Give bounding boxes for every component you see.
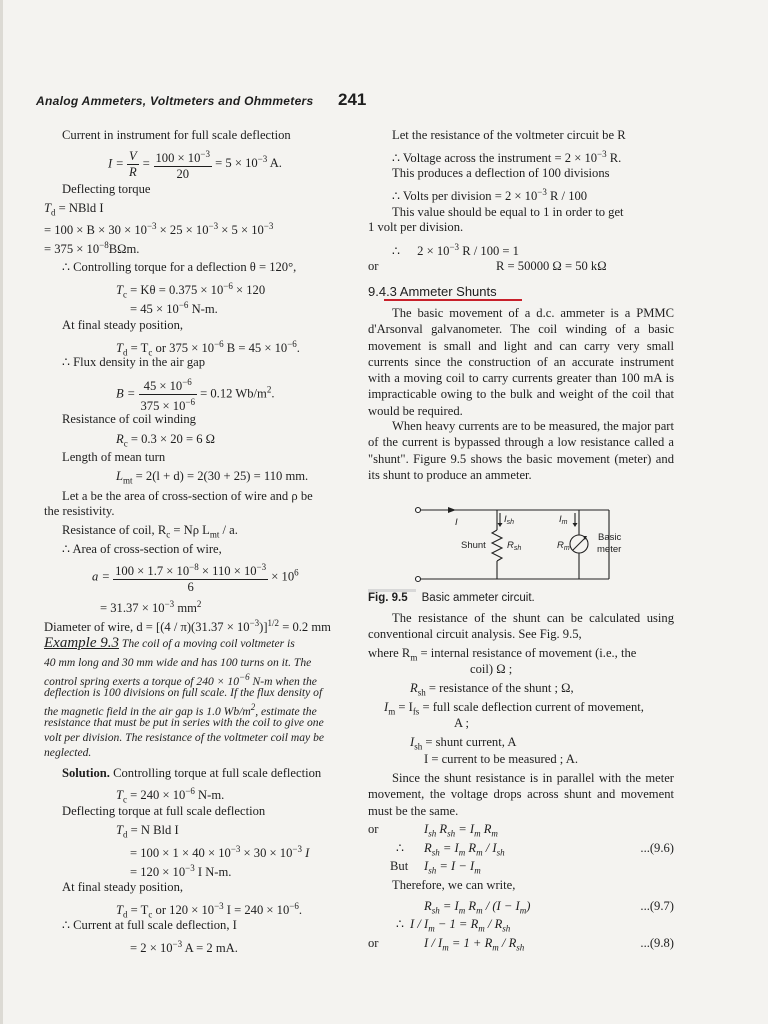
equation-current: I = $\frac{V}{R}$ = $\frac{100 \times 10^{-3}}{20}$ = $5 \times 10^{-3}$ A. — [108, 149, 282, 182]
text-line: ∴ Voltage across the instrument = $2 \times 10^{-3}$ R. — [392, 149, 622, 166]
text-line: 1 volt per division. — [368, 220, 464, 234]
shunt-resistor — [492, 530, 502, 561]
equation-line: = $120 \times 10^{-3}$ I N-m. — [130, 863, 232, 880]
paragraph: When heavy currents are to be measured, the major part of the current is bypassed through a low resistance called a "shunt". Figure 9.5 shows the basic movement (meter) and its shunt to produce an ammeter. — [368, 419, 674, 482]
figure-basic-ammeter-circuit — [412, 500, 642, 586]
equation-line: = $45 \times 10^{-6}$ N-m. — [130, 300, 218, 317]
equation-therefore: ∴ — [396, 841, 405, 855]
equation-line: = $375 \times 10^{-8}B\Omega m$. — [44, 240, 140, 257]
equation-line: $I / I_m - 1 = R_m / R_{sh}$ — [410, 917, 511, 934]
equation-line: Resistance of coil, $R_c = N\rho$ $L_{mt}$ / a. — [62, 523, 238, 540]
current-arrowhead — [448, 507, 456, 513]
equation-line: $T_d = T_c$ or $375 \times 10^{-6}$ $B = 45 \times 10^{-6}$. — [116, 339, 300, 358]
definition-line: where $R_m$ = internal resistance of movement (i.e., the — [368, 646, 637, 663]
text-line: Let a be the area of cross-section of wire and ρ be — [62, 489, 313, 503]
text-line: Therefore, we can write, — [392, 878, 516, 892]
definition-line: $I_{sh}$ = shunt current, A — [410, 735, 517, 752]
equation-line: $T_d = N$ Bld I — [116, 823, 179, 840]
running-header: Analog Ammeters, Voltmeters and Ohmmeters — [36, 94, 314, 108]
equation-line: $T_c = 240 \times 10^{-6}$ N-m. — [116, 786, 225, 805]
text-line: Let the resistance of the voltmeter circuit be R — [392, 128, 626, 142]
equation-but: But — [390, 859, 409, 873]
text-line: or — [368, 259, 379, 273]
text-line: At final steady position, — [62, 880, 184, 894]
text-line: ∴ Flux density in the air gap — [62, 355, 206, 369]
label-basic: Basic — [598, 532, 622, 543]
page-number: 241 — [338, 90, 367, 109]
output-terminal — [416, 577, 421, 582]
equation-line: $I_{sh}$ $R_{sh} = I_m$ $R_m$ — [424, 822, 498, 839]
im-arrowhead — [573, 523, 578, 527]
example-text: deflection is 100 divisions on full scale. If the flux density of — [44, 686, 323, 699]
equation-line: $I / I_m = 1 + R_m / R_{sh}$ — [424, 936, 525, 953]
equation-line: ∴ $2 \times 10^{-3}$ R / 100 = 1 — [392, 242, 519, 259]
equation-line: = $2 \times 10^{-3}$ A = 2 mA. — [130, 939, 238, 956]
text-line: ∴ Current at full scale deflection, I — [62, 918, 237, 932]
paragraph: The resistance of the shunt can be calculated using conventional circuit analysis. See Fig. 9.5, — [368, 611, 674, 642]
label-rm: $R_m$ — [557, 540, 570, 552]
text-line: At final steady position, — [62, 318, 184, 332]
section-heading-underline — [384, 299, 522, 301]
equation-line: = $31.37 \times 10^{-3}$ $mm^2$ — [100, 599, 202, 616]
meter-needle — [573, 538, 585, 550]
label-rsh: $R_{sh}$ — [507, 540, 522, 552]
definition-line: I = current to be measured ; A. — [424, 752, 578, 766]
text-line: ∴ Controlling torque for a deflection θ = 120°, — [62, 260, 297, 274]
equation-number: ...(9.7) — [640, 899, 674, 913]
paragraph: Since the shunt resistance is in parallel with the meter movement, the voltage drops across shunt and movement must be the same. — [368, 771, 674, 818]
example-text: neglected. — [44, 746, 92, 759]
input-terminal — [416, 508, 421, 513]
definition-line: $R_{sh}$ = resistance of the shunt ; Ω, — [410, 681, 574, 698]
equation-flux-density: B = $\frac{45 \times 10^{-6}}{375 \times 10^{-6}}$ = 0.12 $Wb/m^2$. — [116, 377, 275, 414]
equation-or: or — [368, 822, 379, 836]
equation-line: $L_{mt} = 2(l + d) = 2(30 + 25) = 110$ mm. — [116, 469, 309, 486]
equation-number: ...(9.6) — [640, 841, 674, 855]
paragraph: The basic movement of a d.c. ammeter is a PMMC d'Arsonval galvanometer. The coil winding of a basic movement is small and light and can carry very small currents since the construction of an accurate instrument with a moving coil to carry currents greater than 100 mA is impracticable owing to the bulk and weight of the coil that would be required. — [368, 306, 674, 418]
equation-line: $R_{sh} = I_m$ $R_m / (I - I_m)$ — [424, 899, 531, 916]
text-line: This value should be equal to 1 in order to get — [392, 205, 624, 219]
equation-line: = $100 \times 1 \times 40 \times 10^{-3} \times 30 \times 10^{-3}$ I — [130, 844, 310, 861]
label-shunt: Shunt — [461, 540, 486, 551]
example-title: Example 9.3 — [44, 635, 119, 651]
label-i: I — [455, 517, 458, 528]
definition-line: A ; — [454, 716, 470, 730]
equation-line: $R_c = 0.3 \times 20 = 6$ Ω — [116, 432, 216, 449]
text-line: Deflecting torque — [62, 182, 151, 196]
equation-line: = $100 \times B \times 30 \times 10^{-3} \times 25 \times 10^{-3} \times 5 \times 10^{-3}$ — [44, 221, 274, 238]
label-im: $I_m$ — [559, 514, 568, 526]
equation-line: $T_d = T_c$ or $120 \times 10^{-3}$ $I = 240 \times 10^{-6}$. — [116, 901, 303, 920]
page-gutter-shadow — [0, 0, 3, 1024]
equation-line: R = 50000 Ω = 50 kΩ — [496, 259, 607, 273]
definition-line: coil) Ω ; — [470, 662, 513, 676]
figure-caption: Fig. 9.5 Basic ammeter circuit. — [368, 592, 535, 604]
text-line: Current in instrument for full scale deflection — [62, 128, 291, 142]
text-line: Deflecting torque at full scale deflection — [62, 804, 266, 818]
example-text: resistance that must be put in series with the coil to give one — [44, 716, 324, 729]
ish-arrowhead — [498, 523, 503, 527]
example-text: volt per division. The resistance of the voltmeter coil may be — [44, 731, 325, 744]
section-heading: 9.4.3 Ammeter Shunts — [368, 284, 497, 299]
equation-line: $R_{sh} = I_m$ $R_m / I_{sh}$ — [424, 841, 505, 858]
example-text: 40 mm long and 30 mm wide and has 100 turns on it. The — [44, 656, 312, 669]
text-line: Length of mean turn — [62, 450, 166, 464]
example-text: control spring exerts a torque of $240 \times 10^{-6}$ N-m when the — [44, 672, 317, 688]
equation-line: Diameter of wire, $d = [(4 / \pi)(31.37 \times 10^{-3})]^{1/2} = 0.2$ mm — [44, 618, 331, 635]
equation-line: $T_c = K\theta = 0.375 \times 10^{-6} \times 120$ — [116, 281, 266, 300]
equation-number: ...(9.8) — [640, 936, 674, 950]
example-heading-line: Example 9.3 The coil of a moving coil voltmeter is — [44, 635, 295, 651]
equation-line: $I_{sh} = I - I_m$ — [424, 859, 481, 876]
text-line: Resistance of coil winding — [62, 412, 196, 426]
text-line: the resistivity. — [44, 504, 115, 518]
equation-area: a = $\frac{100 \times 1.7 \times 10^{-8} \times 110 \times 10^{-3}}{6}$ × $10^6$ — [92, 562, 299, 595]
text-line: ∴ Volts per division = $2 \times 10^{-3}$ R / 100 — [392, 187, 588, 204]
text-line: ∴ Area of cross-section of wire, — [62, 542, 222, 556]
solution-line: Solution. Controlling torque at full scale deflection — [62, 766, 322, 780]
equation-line: $T_d$ = NBld I — [44, 201, 104, 218]
example-text: the magnetic field in the air gap is 1.0 $Wb/m^2$, estimate the — [44, 702, 317, 718]
label-meter: meter — [597, 544, 622, 555]
definition-line: $I_m = I_{fs}$ = full scale deflection current of movement, — [384, 700, 644, 717]
text-line: This produces a deflection of 100 divisions — [392, 166, 610, 180]
label-ish: $I_{sh}$ — [504, 514, 515, 526]
equation-or: or — [368, 936, 379, 950]
equation-therefore: ∴ — [396, 917, 405, 931]
